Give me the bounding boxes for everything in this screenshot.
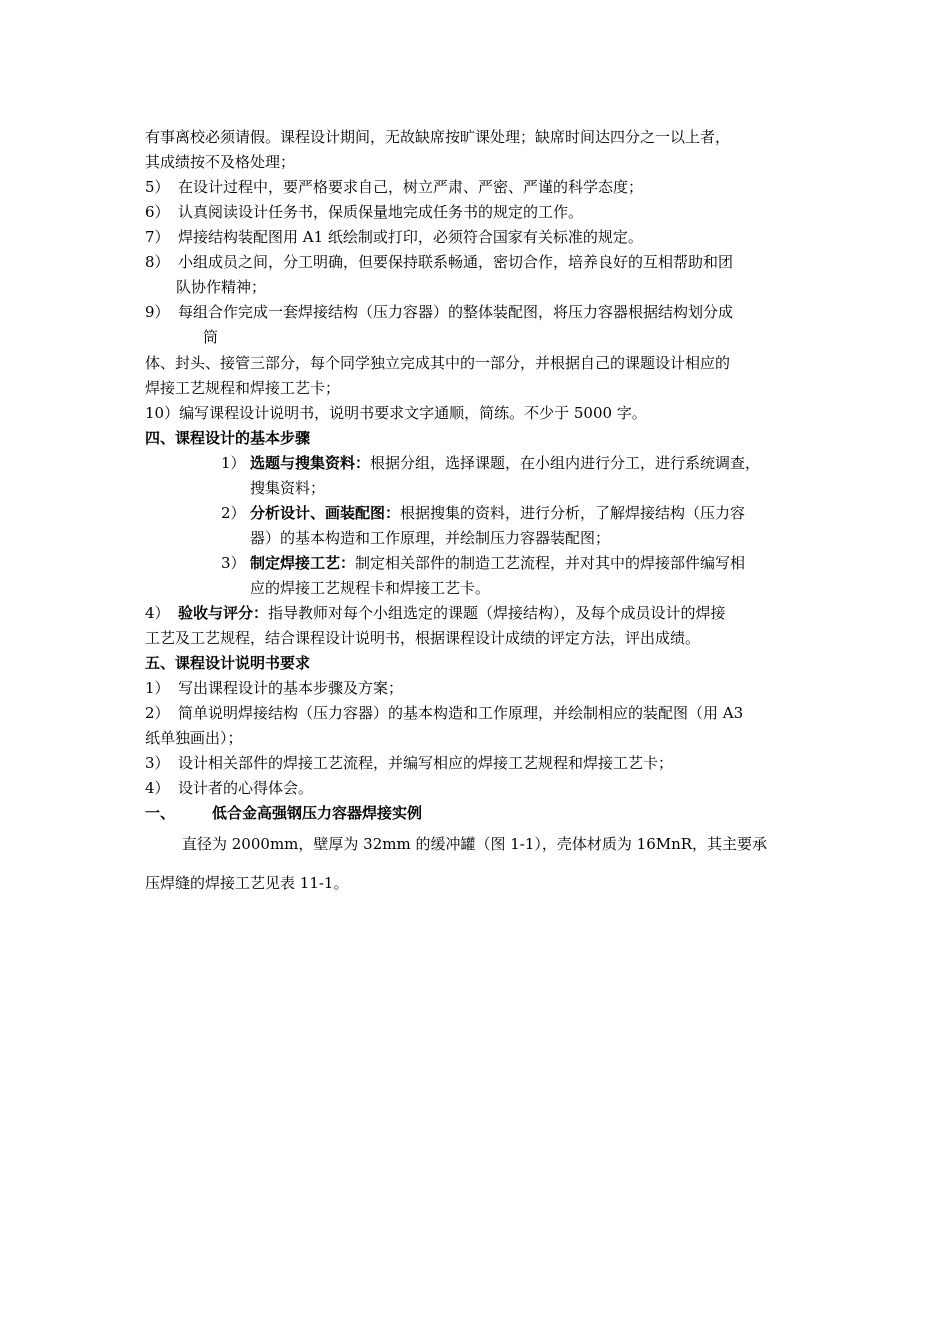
step-continuation: 器）的基本构造和工作原理，并绘制压力容器装配图； — [250, 529, 611, 547]
list-item-text: 设计者的心得体会。 — [178, 779, 314, 797]
list-item-number: 8） — [145, 253, 170, 271]
example-heading: 低合金高强钢压力容器焊接实例 — [212, 804, 423, 822]
step-text: 根据分组，选择课题，在小组内进行分工，进行系统调查， — [370, 454, 761, 472]
list-item-number: 4） — [145, 779, 170, 797]
step-line — [178, 603, 726, 623]
list-item-number: 5） — [145, 178, 170, 196]
section-heading: 五、课程设计说明书要求 — [145, 654, 311, 672]
step-continuation: 搜集资料； — [250, 479, 326, 497]
step-title: 选题与搜集资料： — [250, 454, 371, 472]
step-number: 1） — [221, 454, 246, 472]
list-item-number: 6） — [145, 203, 170, 221]
list-item-text: 每组合作完成一套焊接结构（压力容器）的整体装配图，将压力容器根据结构划分成 — [178, 303, 734, 321]
list-item-text: 焊接结构装配图用 A1 纸绘制或打印，必须符合国家有关标准的规定。 — [178, 228, 643, 246]
list-item-number: 3） — [145, 754, 170, 772]
list-item-continuation: 筒 — [203, 328, 219, 346]
list-item-number: 1） — [145, 679, 170, 697]
step-text: 指导教师对每个小组选定的课题（焊接结构），及每个成员设计的焊接 — [268, 604, 726, 622]
step-text: 根据搜集的资料，进行分析，了解焊接结构（压力容 — [400, 504, 746, 522]
paragraph-line: 焊接工艺规程和焊接工艺卡； — [145, 379, 341, 397]
step-title: 分析设计、画装配图： — [250, 504, 401, 522]
paragraph-line: 有事离校必须请假。课程设计期间，无故缺席按旷课处理；缺席时间达四分之一以上者， — [145, 128, 731, 146]
list-item-continuation: 纸单独画出）； — [145, 729, 243, 747]
list-item-text: 设计相关部件的焊接工艺流程，并编写相应的焊接工艺规程和焊接工艺卡； — [178, 754, 674, 772]
paragraph-line: 体、封头、接管三部分，每个同学独立完成其中的一部分，并根据自己的课题设计相应的 — [145, 354, 731, 372]
list-item-text: 在设计过程中，要严格要求自己，树立严肃、严密、严谨的科学态度； — [178, 178, 644, 196]
step-line — [250, 453, 760, 473]
list-item-text: 10）编写课程设计说明书，说明书要求文字通顺，简练。不少于 5000 字。 — [145, 404, 647, 422]
paragraph-line: 其成绩按不及格处理； — [145, 153, 296, 171]
list-item-continuation: 队协作精神； — [176, 278, 267, 296]
list-item-text: 小组成员之间，分工明确，但要保持联系畅通，密切合作，培养良好的互相帮助和团 — [178, 253, 734, 271]
step-continuation: 工艺及工艺规程，结合课程设计说明书，根据课程设计成绩的评定方法，评出成绩。 — [145, 629, 701, 647]
step-title: 制定焊接工艺： — [250, 554, 356, 572]
section-heading: 四、课程设计的基本步骤 — [145, 429, 311, 447]
list-item-number: 9） — [145, 303, 170, 321]
paragraph-line: 直径为 2000mm，壁厚为 32mm 的缓冲罐（图 1-1），壳体材质为 16MnR，其主要承 — [182, 835, 768, 853]
step-number: 4） — [145, 604, 170, 622]
list-item-text: 写出课程设计的基本步骤及方案； — [178, 679, 404, 697]
example-number: 一、 — [145, 804, 176, 822]
step-number: 3） — [221, 554, 246, 572]
list-item-number: 7） — [145, 228, 170, 246]
list-item-number: 2） — [145, 704, 170, 722]
list-item-text: 简单说明焊接结构（压力容器）的基本构造和工作原理，并绘制相应的装配图（用 A3 — [178, 704, 744, 722]
step-title: 验收与评分： — [178, 604, 269, 622]
step-continuation: 应的焊接工艺规程卡和焊接工艺卡。 — [250, 579, 491, 597]
step-number: 2） — [221, 504, 246, 522]
step-line — [250, 503, 745, 523]
step-line — [250, 553, 745, 573]
step-text: 制定相关部件的制造工艺流程，并对其中的焊接部件编写相 — [355, 554, 746, 572]
paragraph-line: 压焊缝的焊接工艺见表 11-1。 — [145, 874, 349, 892]
list-item-text: 认真阅读设计任务书，保质保量地完成任务书的规定的工作。 — [178, 203, 584, 221]
